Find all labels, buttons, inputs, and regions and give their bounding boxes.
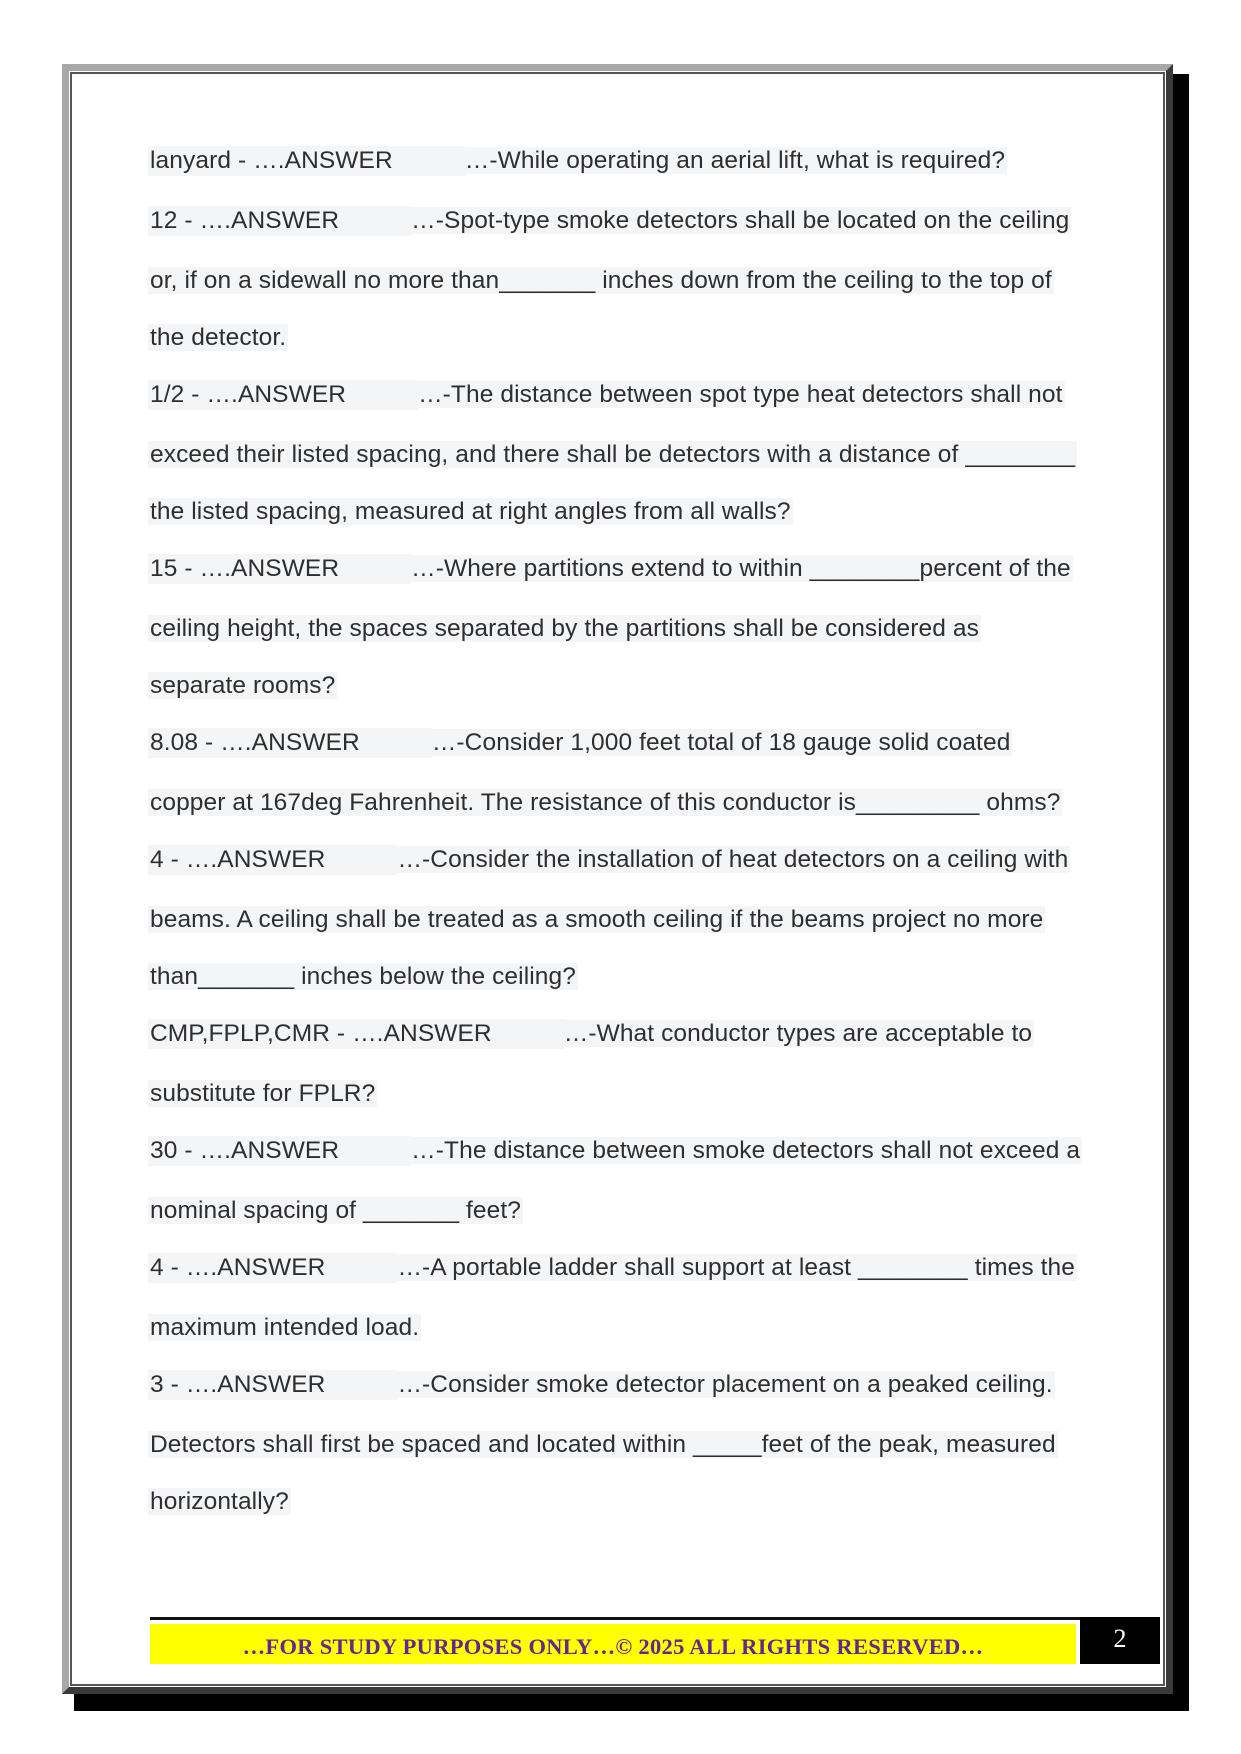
question-continuation: nominal spacing of _______ feet? — [150, 1197, 521, 1224]
question-continuation: substitute for FPLR? — [150, 1080, 376, 1107]
question-continuation: Detectors shall first be spaced and located within _____feet of the peak, measured — [150, 1431, 1056, 1458]
answer-text: 12 - ….ANSWER — [148, 206, 343, 236]
qa-line — [148, 497, 1088, 527]
qa-line — [148, 206, 1088, 236]
question-text: …-The distance between spot type heat detectors shall not — [418, 381, 1063, 408]
qa-line — [148, 1487, 1088, 1517]
qa-line — [148, 1253, 1088, 1283]
answer-text: 30 - ….ANSWER — [148, 1136, 343, 1166]
qa-line — [148, 1079, 1088, 1109]
qa-line — [148, 1313, 1088, 1343]
question-continuation: the detector. — [150, 324, 287, 351]
answer-text: 4 - ….ANSWER — [148, 845, 329, 875]
qa-line — [148, 323, 1088, 353]
qa-line — [148, 554, 1088, 584]
qa-line — [148, 905, 1088, 935]
qa-line — [148, 440, 1088, 470]
qa-line — [148, 671, 1088, 701]
question-continuation: copper at 167deg Fahrenheit. The resistance of this conductor is_________ ohms? — [150, 789, 1061, 816]
qa-line — [148, 266, 1088, 296]
qa-line — [148, 788, 1088, 818]
footer-rule — [150, 1617, 1086, 1620]
qa-line — [148, 146, 1088, 176]
question-text: …-The distance between smoke detectors shall not exceed a — [411, 1137, 1081, 1164]
qa-line — [148, 614, 1088, 644]
question-text: …-A portable ladder shall support at least ________ times the — [397, 1254, 1075, 1281]
qa-content — [148, 146, 1088, 1544]
answer-text: 3 - ….ANSWER — [148, 1370, 329, 1400]
qa-line — [148, 380, 1088, 410]
page-number: 2 — [1080, 1617, 1160, 1664]
answer-text: 1/2 - ….ANSWER — [148, 380, 350, 410]
question-continuation: maximum intended load. — [150, 1314, 420, 1341]
answer-text: CMP,FPLP,CMR - ….ANSWER — [148, 1019, 496, 1049]
question-text: …-Consider 1,000 feet total of 18 gauge solid coated — [431, 729, 1011, 756]
question-continuation: beams. A ceiling shall be treated as a smooth ceiling if the beams project no more — [150, 906, 1044, 933]
question-continuation: or, if on a sidewall no more than_______ inches down from the ceiling to the top of — [150, 267, 1052, 294]
question-continuation: ceiling height, the spaces separated by the partitions shall be considered as — [150, 615, 979, 642]
qa-line — [148, 728, 1088, 758]
question-text: …-What conductor types are acceptable to — [563, 1020, 1033, 1047]
question-text: …-Spot-type smoke detectors shall be located on the ceiling — [411, 207, 1070, 234]
qa-line — [148, 1430, 1088, 1460]
question-continuation: separate rooms? — [150, 672, 336, 699]
question-text: …-Consider smoke detector placement on a peaked ceiling. — [397, 1371, 1053, 1398]
question-continuation: exceed their listed spacing, and there shall be detectors with a distance of ________ — [150, 441, 1076, 468]
question-continuation: horizontally? — [150, 1488, 289, 1515]
answer-text: 15 - ….ANSWER — [148, 554, 343, 584]
qa-line — [148, 1136, 1088, 1166]
question-text: …-Where partitions extend to within ________percent of the — [411, 555, 1071, 582]
answer-text: 4 - ….ANSWER — [148, 1253, 329, 1283]
question-text: …-Consider the installation of heat detectors on a ceiling with — [397, 846, 1069, 873]
qa-line — [148, 1019, 1088, 1049]
question-continuation: than_______ inches below the ceiling? — [150, 963, 576, 990]
answer-text: 8.08 - ….ANSWER — [148, 728, 364, 758]
footer-notice: …FOR STUDY PURPOSES ONLY…© 2025 ALL RIGHTS RESERVED… — [150, 1624, 1076, 1664]
question-continuation: the listed spacing, measured at right angles from all walls? — [150, 498, 791, 525]
qa-line — [148, 962, 1088, 992]
qa-line — [148, 1370, 1088, 1400]
answer-text: lanyard - ….ANSWER — [148, 146, 397, 176]
qa-line — [148, 845, 1088, 875]
qa-line — [148, 1196, 1088, 1226]
question-text: …-While operating an aerial lift, what is required? — [464, 147, 1006, 174]
